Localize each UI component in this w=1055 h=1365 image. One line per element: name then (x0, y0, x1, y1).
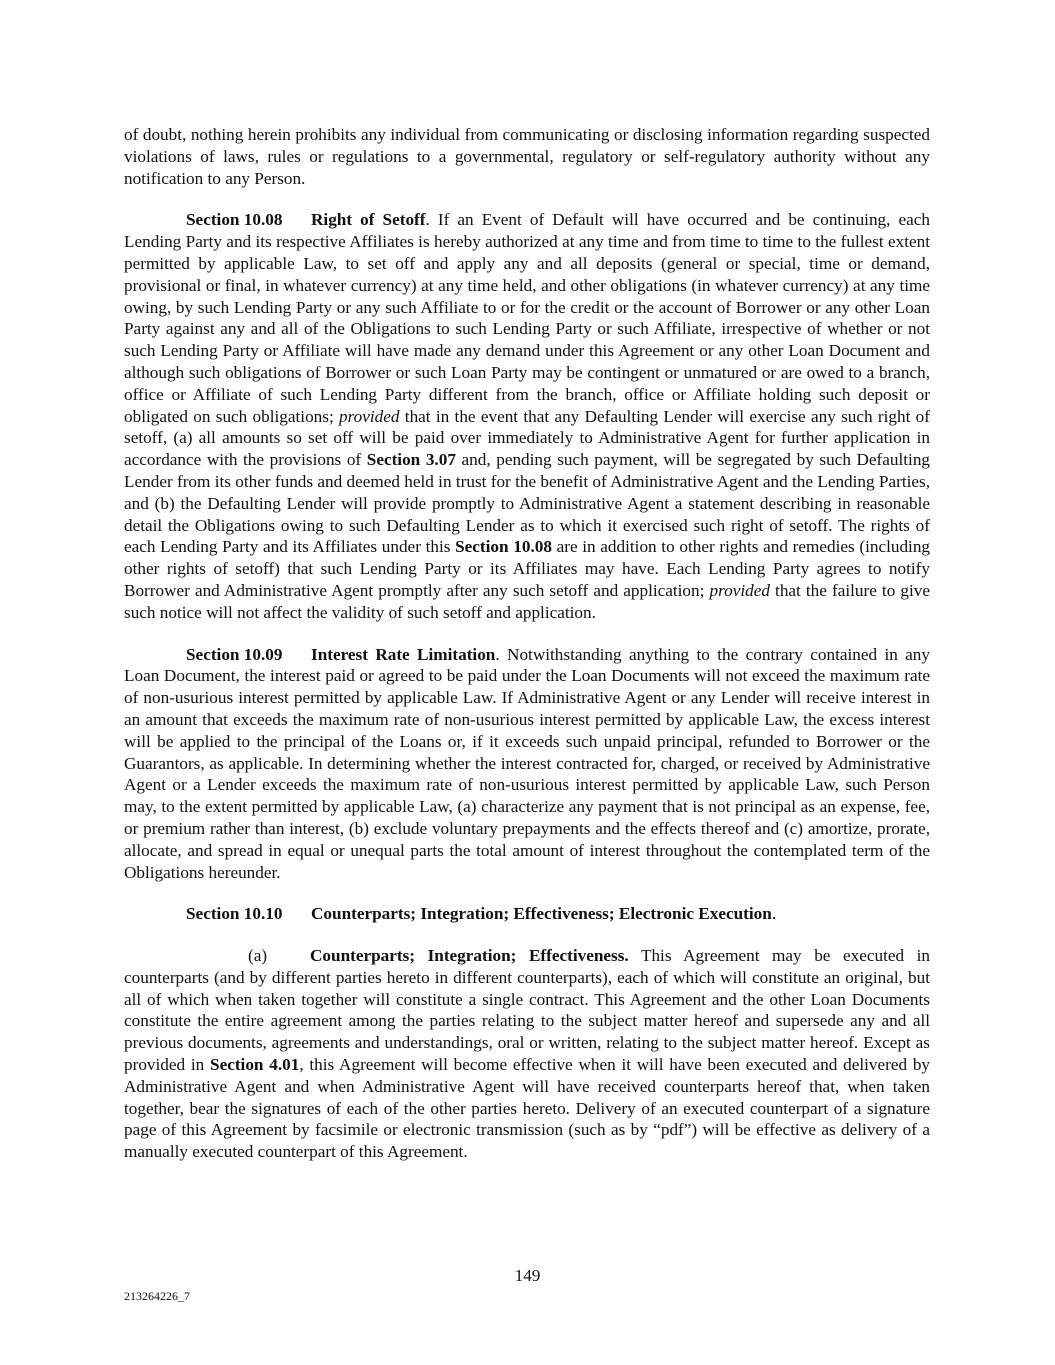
section-text: that in the event that any Defaulting Lender will exercise any such right of setoff, (a) all amounts so set off will be paid over immediately to Administrative Agent for further application in accordance with the provisions of (124, 406, 930, 470)
section-text: . If an Event of Default will have occurred and be continuing, each Lending Party and its respective Affiliates is hereby authorized at any time and from time to time to the fullest extent permitted by applicable Law, to set off and apply any and all deposits (general or special, time or demand, provisional or final, in whatever currency) at any time held, and other obligations (in whatever currency) at any time owing, by such Lending Party or any such Affiliate to or for the credit or the account of Borrower or any other Loan Party against any and all of the Obligations to such Lending Party or such Affiliate, irrespective of whether or not such Lending Party or Affiliate will have made any demand under this Agreement or any other Loan Document and although such obligations of Borrower or such Loan Party may be contingent or unmatured or are owed to a branch, office or Affiliate of such Lending Party different from the branch, office or Affiliate holding such deposit or obligated on such obligations; (124, 210, 930, 426)
proviso-term: provided (339, 406, 400, 426)
section-text: that the failure to give such notice will not affect the validity of such setoff and application. (124, 580, 930, 622)
section-reference: Section 4.01 (210, 1055, 300, 1075)
subsection-text: This Agreement may be executed in counterparts (and by different parties hereto in different counterparts), each of which will constitute an original, but all of which when taken together will constitute a single contract. This Agreement and the other Loan Documents constitute the entire agreement among the parties relating to the subject matter hereof and supersede any and all previous documents, agreements and understandings, oral or written, relating to the subject matter hereof. Except as provided in (124, 946, 930, 1075)
subsection-text: , this Agreement will become effective when it will have been executed and delivered by Administrative Agent and when Administrative Agent will have received counterparts hereof that, when taken together, bear the signatures of each of the other parties hereto. Delivery of an executed counterpart of a signature page of this Agreement by facsimile or electronic transmission (such as by “pdf”) will be effective as delivery of a manually executed counterpart of this Agreement. (124, 1055, 931, 1162)
section-title: Interest Rate Limitation (311, 644, 496, 664)
section-10-08 (124, 209, 930, 623)
section-reference: Section 10.08 (455, 537, 552, 557)
section-title: Counterparts; Integration; Effectiveness; Electronic Execution (311, 904, 772, 924)
section-title-period: . (771, 904, 777, 924)
section-text: are in addition to other rights and remedies (including other rights of setoff) that such Lending Party or its Affiliates may have. Each Lending Party agrees to notify Borrower and Administrative Agent promptly after any such setoff and application; (124, 537, 931, 600)
section-reference: Section 3.07 (366, 450, 456, 470)
paragraph-text: of doubt, nothing herein prohibits any individual from communicating or disclosing information regarding suspected violations of laws, rules or regulations to a governmental, regulatory or self-regulatory authority without any notification to any Person. (124, 125, 930, 188)
subsection-label: (a) (248, 946, 268, 966)
subsection-title: Counterparts; Integration; Effectiveness. (310, 946, 629, 966)
section-text: . Notwithstanding anything to the contrary contained in any Loan Document, the interest paid or agreed to be paid under the Loan Documents will not exceed the maximum rate of non-usurious interest permitted by applicable Law. If Administrative Agent or any Lender will receive interest in an amount that exceeds the maximum rate of non-usurious interest permitted by applicable Law, the excess interest will be applied to the principal of the Loans or, if it exceeds such unpaid principal, refunded to Borrower or the Guarantors, as applicable. In determining whether the interest contracted for, charged, or received by Administrative Agent or a Lender exceeds the maximum rate of non-usurious interest permitted by applicable Law, such Person may, to the extent permitted by applicable Law, (a) characterize any payment that is not principal as an expense, fee, or premium rather than interest, (b) exclude voluntary prepayments and the effects thereof and (c) amortize, prorate, allocate, and spread in equal or unequal parts the total amount of interest throughout the contemplated term of the Obligations hereunder. (124, 644, 930, 882)
section-number: Section 10.08 (186, 210, 283, 230)
section-number: Section 10.09 (186, 644, 283, 664)
section-title: Right of Setoff (311, 210, 426, 230)
section-number: Section 10.10 (186, 904, 283, 924)
page-number: 149 (514, 1266, 541, 1285)
section-10-10-heading (124, 903, 930, 925)
subsection-10-10-a (124, 945, 930, 1163)
proviso-term: provided (709, 580, 770, 600)
section-text: and, pending such payment, will be segregated by such Defaulting Lender from its other funds and deemed held in trust for the benefit of Administrative Agent and the Lending Parties, and (b) the Defaulting Lender will provide promptly to Administrative Agent a statement describing in reasonable detail the Obligations owing to such Defaulting Lender as to which it exercised such right of setoff. The rights of each Lending Party and its Affiliates under this (124, 450, 931, 557)
section-10-09 (124, 644, 930, 884)
document-page (124, 124, 930, 1183)
paragraph-continuation (124, 124, 930, 189)
document-id: 213264226_7 (124, 1289, 190, 1303)
